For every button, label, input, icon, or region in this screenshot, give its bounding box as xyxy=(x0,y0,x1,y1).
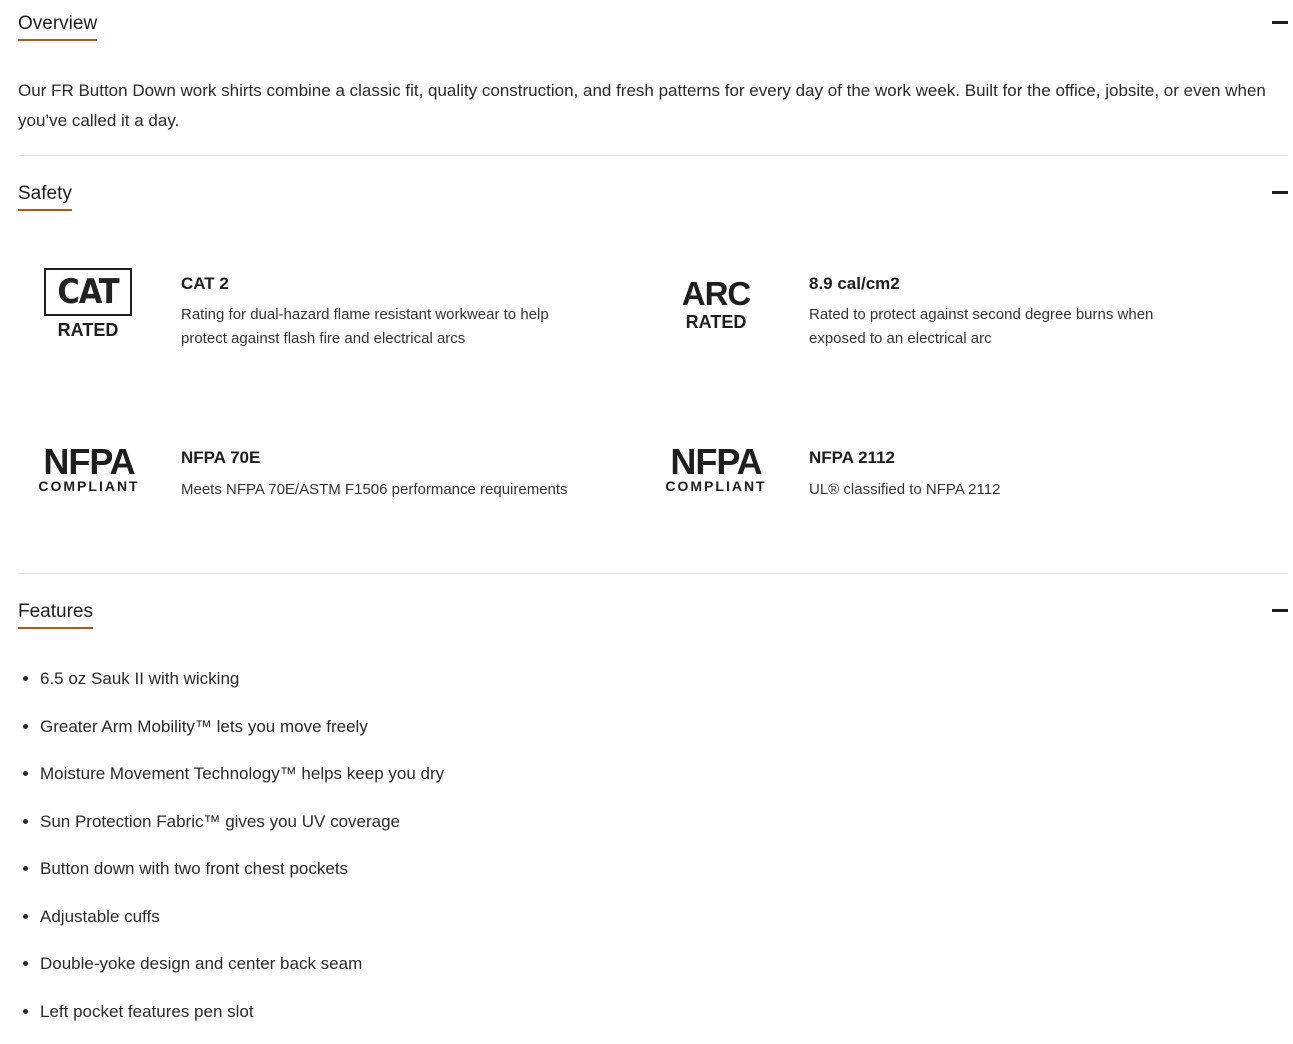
safety-item-desc: Rated to protect against second degree burns when exposed to an electrical arc xyxy=(809,303,1189,351)
nfpa-compliant-badge-sub: COMPLIANT xyxy=(34,478,144,494)
safety-item-desc: Rating for dual-hazard flame resistant workwear to help protect against flash fire and electrical arcs xyxy=(181,303,581,351)
list-item: • Moisture Movement Technology™ helps keep you dry xyxy=(40,759,444,807)
arc-rated-badge-sub: RATED xyxy=(672,312,760,333)
collapse-icon[interactable] xyxy=(1272,21,1288,24)
safety-item-title: NFPA 70E xyxy=(181,448,260,468)
cat-rated-badge-icon: CAT xyxy=(44,268,132,316)
nfpa-compliant-badge-icon: NFPA xyxy=(661,444,771,480)
list-item: • Left pocket features pen slot xyxy=(40,997,444,1044)
features-list xyxy=(18,664,444,1044)
safety-header[interactable] xyxy=(18,182,1288,222)
cat-rated-badge-sub: RATED xyxy=(40,320,136,341)
divider xyxy=(18,573,1288,574)
collapse-icon[interactable] xyxy=(1272,191,1288,194)
list-item: • Greater Arm Mobility™ lets you move freely xyxy=(40,712,444,760)
safety-item-title: CAT 2 xyxy=(181,274,229,294)
divider xyxy=(18,155,1288,156)
collapse-icon[interactable] xyxy=(1272,609,1288,612)
nfpa-compliant-badge-icon: NFPA xyxy=(34,444,144,480)
list-item: • Sun Protection Fabric™ gives you UV coverage xyxy=(40,807,444,855)
arc-rated-badge-icon: ARC xyxy=(672,276,760,312)
features-title[interactable]: Features xyxy=(18,600,93,629)
nfpa-compliant-badge-sub: COMPLIANT xyxy=(661,478,771,494)
safety-item-desc: Meets NFPA 70E/ASTM F1506 performance requirements xyxy=(181,478,601,502)
list-item: • 6.5 oz Sauk II with wicking xyxy=(40,664,444,712)
safety-title[interactable]: Safety xyxy=(18,182,72,211)
overview-header[interactable] xyxy=(18,12,1288,52)
features-header[interactable] xyxy=(18,600,1288,640)
list-item: • Button down with two front chest pockets xyxy=(40,854,444,902)
list-item: • Adjustable cuffs xyxy=(40,902,444,950)
list-item: • Double-yoke design and center back seam xyxy=(40,949,444,997)
safety-item-desc: UL® classified to NFPA 2112 xyxy=(809,478,1209,502)
overview-text: Our FR Button Down work shirts combine a classic fit, quality construction, and fresh patterns for every day of the work week. Built for the office, jobsite, or even when you’ve called it a day. xyxy=(18,76,1283,136)
safety-item-title: NFPA 2112 xyxy=(809,448,895,468)
safety-item-title: 8.9 cal/cm2 xyxy=(809,274,900,294)
overview-title[interactable]: Overview xyxy=(18,12,97,41)
